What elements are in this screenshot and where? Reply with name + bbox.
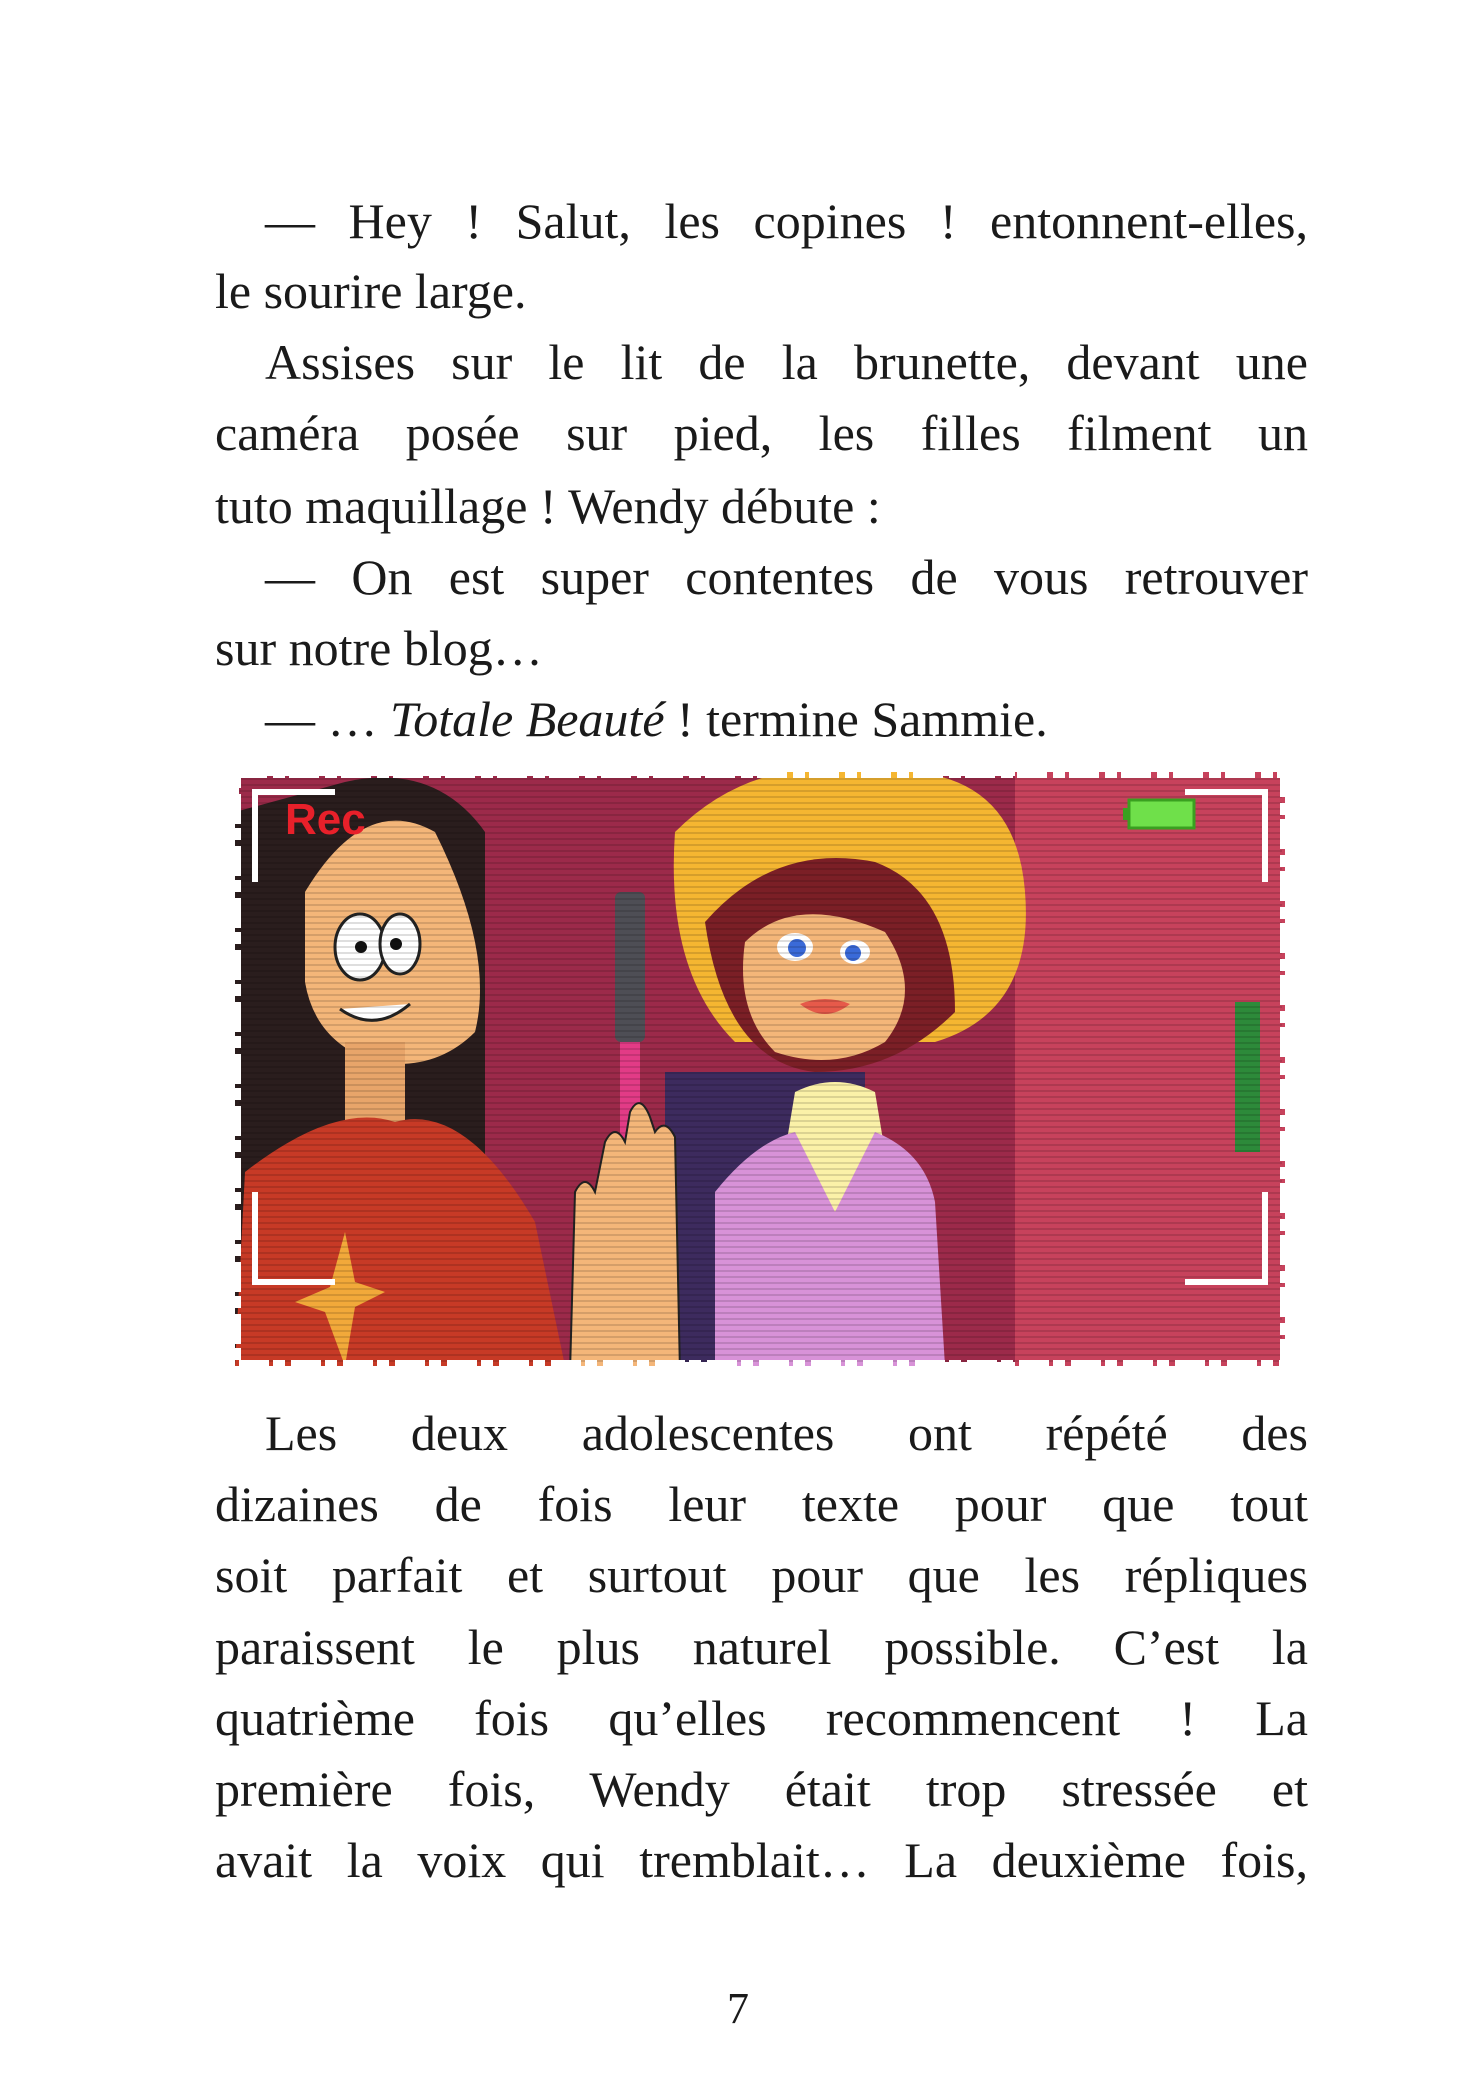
text-line: dizaines de fois leur texte pour que tout (215, 1476, 1308, 1532)
text-line: sur notre blog… (215, 620, 543, 676)
page-number: 7 (727, 1984, 749, 2033)
text-line: soit parfait et surtout pour que les répliques (215, 1547, 1308, 1603)
text-line: le sourire large. (215, 263, 527, 319)
illustration-svg (235, 772, 1286, 1366)
rec-label: Rec (285, 795, 366, 844)
text-line: — Hey ! Salut, les copines ! entonnent-elles, (265, 193, 1308, 249)
text-line: première fois, Wendy était trop stressée et (215, 1761, 1308, 1817)
text: ! termine Sammie. (664, 691, 1048, 747)
camera-illustration (235, 772, 1286, 1366)
text-line (215, 683, 1308, 755)
text-line: — On est super contentes de vous retrouver (265, 549, 1308, 605)
text-line: Assises sur le lit de la brunette, devant une (265, 334, 1308, 390)
text-line: quatrième fois qu’elles recommencent ! La (215, 1690, 1308, 1746)
blog-name: Totale Beauté (390, 691, 665, 747)
text-line: caméra posée sur pied, les filles filment un (215, 405, 1308, 461)
text-line: avait la voix qui tremblait… La deuxième fois, (215, 1832, 1308, 1888)
text-line: Les deux adolescentes ont répété des (265, 1405, 1308, 1461)
text-line: tuto maquillage ! Wendy débute : (215, 478, 881, 534)
text: — … (265, 691, 390, 747)
text-line: paraissent le plus naturel possible. C’est la (215, 1619, 1308, 1675)
battery-icon (1123, 800, 1194, 828)
